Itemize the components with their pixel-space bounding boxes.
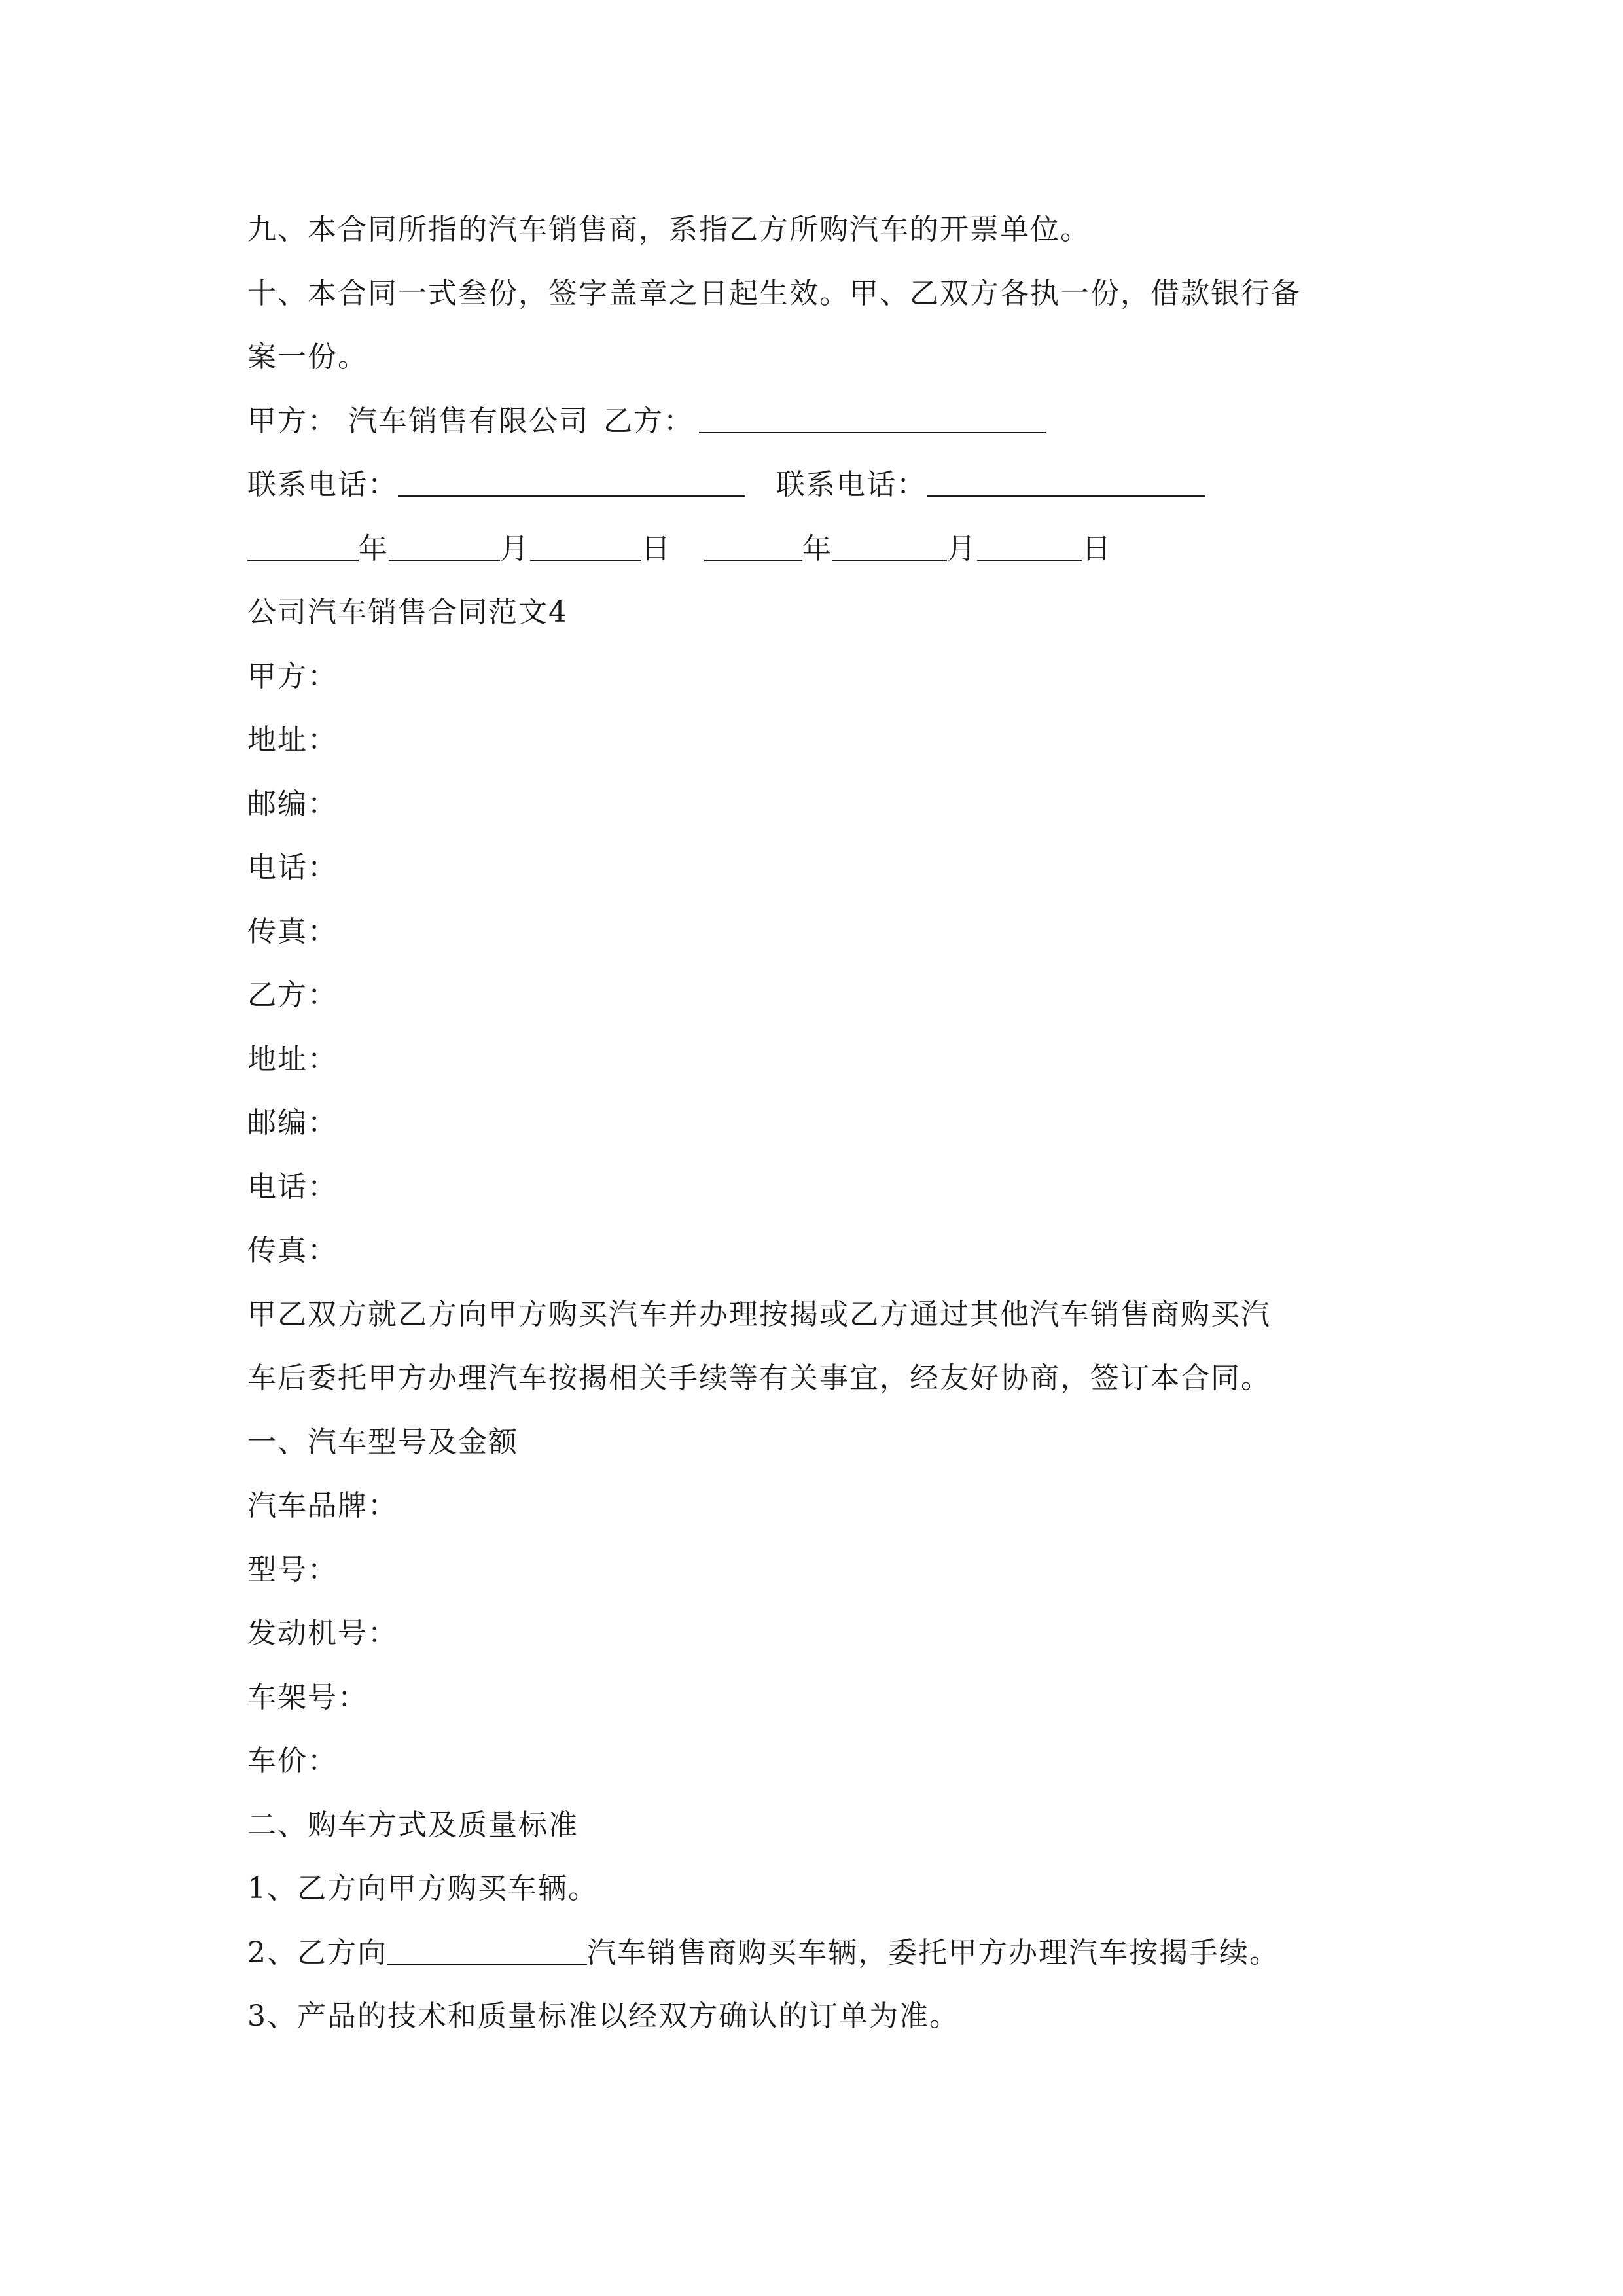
month-blank-a[interactable] [389,533,500,561]
year-blank-b[interactable] [704,533,802,561]
party-a-label: 甲方： [247,659,338,693]
section-2-item-1: 1、乙方向甲方购买车辆。 [247,1872,598,1905]
month-blank-b[interactable] [832,533,947,561]
document-title: 公司汽车销售合同范文4 [247,596,568,629]
section-2-heading: 二、购车方式及质量标准 [247,1808,579,1842]
item-2-suffix: 汽车销售商购买车辆，委托甲方办理汽车按揭手续。 [587,1935,1279,1969]
party-a-postcode: 邮编： [247,787,338,821]
car-model-field: 型号： [247,1552,338,1587]
party-a-fax: 传真： [247,914,338,948]
day-label-b: 日 [1082,531,1112,565]
year-label-a: 年 [359,531,389,565]
day-blank-a[interactable] [530,533,641,561]
party-b-postcode: 邮编： [247,1106,338,1139]
year-label-b: 年 [802,531,832,565]
car-brand-field: 汽车品牌： [247,1489,398,1522]
frame-number-field: 车架号： [247,1680,368,1714]
party-b-fax: 传真： [247,1234,338,1267]
section-2-item-3: 3、产品的技术和质量标准以经双方确认的订单为准。 [247,2000,959,2033]
day-blank-b[interactable] [977,533,1082,561]
party-b-label: 乙方： [247,978,338,1012]
preamble-line-1: 甲乙双方就乙方向甲方购买汽车并办理按揭或乙方通过其他汽车销售商购买汽 [247,1297,1271,1331]
day-label-a: 日 [641,531,671,565]
party-b-sign-blank[interactable] [699,406,1046,433]
dealer-name-blank[interactable] [387,1937,587,1965]
section-1-heading: 一、汽车型号及金额 [247,1425,518,1459]
clause-ten-line-2: 案一份。 [247,340,368,374]
signature-date-row [247,517,1399,581]
signature-parties-row [247,389,1399,454]
party-b-sign-label: 乙方： [603,404,694,438]
party-a-address: 地址： [247,723,338,757]
party-a-phone: 电话： [247,851,338,884]
engine-number-field: 发动机号： [247,1617,398,1650]
preamble-line-2: 车后委托甲方办理汽车按揭相关手续等有关事宜，经友好协商，签订本合同。 [247,1361,1271,1395]
section-2-item-2 [247,1921,1399,1985]
clause-ten-line-1: 十、本合同一式叁份，签字盖章之日起生效。甲、乙双方各执一份，借款银行备 [247,276,1301,310]
phone-label-a: 联系电话： [247,468,398,501]
clause-nine: 九、本合同所指的汽车销售商，系指乙方所购汽车的开票单位。 [247,213,1090,246]
month-label-a: 月 [500,531,530,565]
item-2-prefix: 2、乙方向 [247,1935,387,1969]
signature-phone-row [247,453,1399,517]
phone-label-b: 联系电话： [776,468,927,501]
month-label-b: 月 [947,531,977,565]
year-blank-a[interactable] [247,533,359,561]
phone-blank-b[interactable] [927,469,1205,497]
car-price-field: 车价： [247,1744,338,1778]
party-a-sign-label: 甲方： [247,404,338,438]
party-a-sign-name: 汽车销售有限公司 [348,404,589,438]
document-page [247,198,1399,2049]
party-b-phone: 电话： [247,1170,338,1204]
phone-blank-a[interactable] [398,469,745,497]
party-b-address: 地址： [247,1042,338,1076]
